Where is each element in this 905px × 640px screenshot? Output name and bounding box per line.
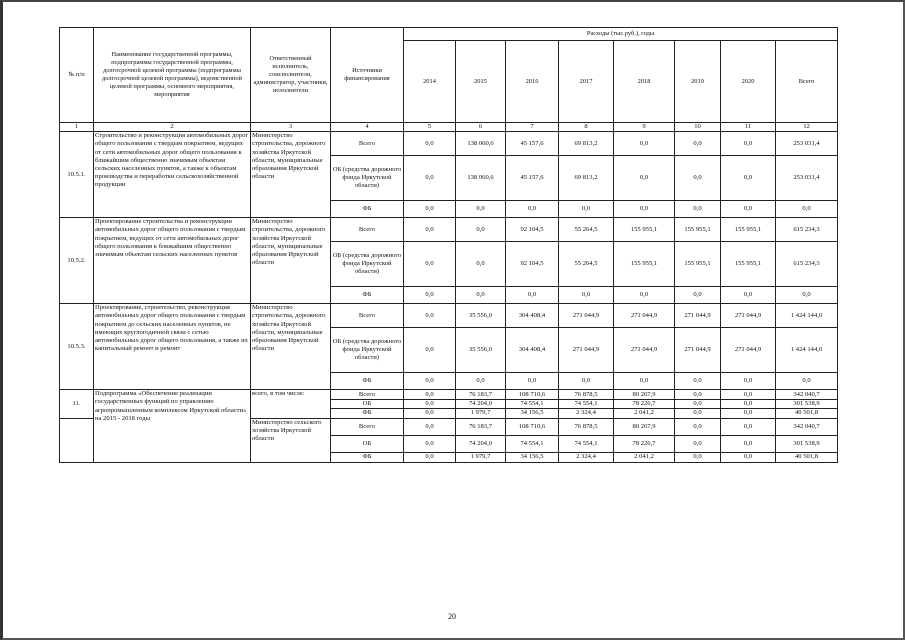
row-executor: Министерство строительства, дорожного хозяйства Иркутской области, муниципальные образования Иркутской области: [251, 304, 331, 390]
funding-source: ФБ: [331, 409, 404, 418]
amount-cell: 0,0: [721, 409, 776, 418]
amount-cell: 271 044,9: [721, 304, 776, 328]
amount-cell: 2 324,4: [559, 409, 614, 418]
column-number: 8: [559, 123, 614, 132]
amount-cell: 0,0: [776, 201, 838, 218]
amount-cell: 0,0: [404, 201, 456, 218]
amount-cell: 80 267,9: [614, 390, 675, 400]
header-total: Всего: [776, 41, 838, 123]
amount-cell: 0,0: [404, 418, 456, 435]
column-number: 9: [614, 123, 675, 132]
amount-cell: 92 104,5: [506, 218, 559, 242]
amount-cell: 0,0: [675, 418, 721, 435]
page-number: 20: [448, 612, 456, 621]
amount-cell: 55 264,5: [559, 218, 614, 242]
funding-source: ФБ: [331, 452, 404, 462]
amount-cell: 108 710,6: [506, 390, 559, 400]
amount-cell: 0,0: [675, 400, 721, 409]
row-number-empty: [60, 418, 94, 462]
amount-cell: 304 408,4: [506, 328, 559, 373]
column-number: 11: [721, 123, 776, 132]
amount-cell: 0,0: [404, 287, 456, 304]
column-number: 2: [94, 123, 251, 132]
amount-cell: 0,0: [404, 452, 456, 462]
amount-cell: 253 031,4: [776, 156, 838, 201]
amount-cell: 271 044,9: [614, 328, 675, 373]
row-number: 10.5.2.: [60, 218, 94, 304]
amount-cell: 0,0: [675, 132, 721, 156]
amount-cell: 35 556,0: [456, 304, 506, 328]
amount-cell: 0,0: [721, 435, 776, 452]
amount-cell: 74 554,1: [559, 435, 614, 452]
amount-cell: 301 538,9: [776, 400, 838, 409]
amount-cell: 301 538,9: [776, 435, 838, 452]
funding-source: Всего: [331, 418, 404, 435]
amount-cell: 0,0: [776, 287, 838, 304]
amount-cell: 2 041,2: [614, 452, 675, 462]
amount-cell: 0,0: [404, 390, 456, 400]
amount-cell: 74 204,0: [456, 435, 506, 452]
amount-cell: 0,0: [721, 452, 776, 462]
amount-cell: 271 044,9: [675, 328, 721, 373]
funding-source: Всего: [331, 390, 404, 400]
amount-cell: 304 408,4: [506, 304, 559, 328]
amount-cell: 78 226,7: [614, 435, 675, 452]
amount-cell: 2 041,2: [614, 409, 675, 418]
amount-cell: 80 267,9: [614, 418, 675, 435]
amount-cell: 0,0: [506, 287, 559, 304]
amount-cell: 0,0: [404, 218, 456, 242]
column-number: 4: [331, 123, 404, 132]
funding-source: ОБ (средства дорожного фонда Иркутской области): [331, 242, 404, 287]
amount-cell: 76 878,5: [559, 418, 614, 435]
amount-cell: 0,0: [721, 390, 776, 400]
amount-cell: 0,0: [721, 132, 776, 156]
amount-cell: 155 955,1: [721, 218, 776, 242]
amount-cell: 92 104,5: [506, 242, 559, 287]
amount-cell: 0,0: [506, 373, 559, 390]
amount-cell: 78 226,7: [614, 400, 675, 409]
row-name: Проектирование, строительство, реконструкция автомобильных дорог общего пользования с твердым покрытием до сельских населенных пунктов, не имеющих круглогодичной связи с сетью автомобильных дорог общего пользования, а также их капитальный ремонт и ремонт: [94, 304, 251, 390]
amount-cell: 271 044,9: [721, 328, 776, 373]
amount-cell: 0,0: [675, 435, 721, 452]
amount-cell: 0,0: [721, 201, 776, 218]
amount-cell: 0,0: [404, 304, 456, 328]
funding-source: ОБ (средства дорожного фонда Иркутской области): [331, 156, 404, 201]
header-year: 2018: [614, 41, 675, 123]
header-year: 2015: [456, 41, 506, 123]
amount-cell: 0,0: [559, 201, 614, 218]
column-number: 12: [776, 123, 838, 132]
amount-cell: 0,0: [721, 400, 776, 409]
header-source: Источники финансирования: [331, 28, 404, 123]
amount-cell: 0,0: [675, 287, 721, 304]
table-row: [60, 390, 838, 400]
funding-source: ФБ: [331, 287, 404, 304]
amount-cell: 0,0: [614, 132, 675, 156]
amount-cell: 0,0: [559, 373, 614, 390]
amount-cell: 0,0: [721, 156, 776, 201]
amount-cell: 74 554,1: [559, 400, 614, 409]
amount-cell: 342 040,7: [776, 418, 838, 435]
funding-source: Всего: [331, 132, 404, 156]
column-number: 1: [60, 123, 94, 132]
table-row: [60, 304, 838, 328]
amount-cell: 138 060,6: [456, 156, 506, 201]
amount-cell: 0,0: [404, 435, 456, 452]
funding-source: ФБ: [331, 201, 404, 218]
row-executor: Министерство строительства, дорожного хозяйства Иркутской области, муниципальные образования Иркутской области: [251, 218, 331, 304]
amount-cell: 0,0: [404, 132, 456, 156]
amount-cell: 1 979,7: [456, 409, 506, 418]
amount-cell: 0,0: [614, 201, 675, 218]
amount-cell: 342 040,7: [776, 390, 838, 400]
row-executor: Министерство сельского хозяйства Иркутской области: [251, 418, 331, 462]
amount-cell: 155 955,1: [614, 218, 675, 242]
funding-source: Всего: [331, 304, 404, 328]
amount-cell: 0,0: [404, 156, 456, 201]
column-number: 3: [251, 123, 331, 132]
amount-cell: 0,0: [456, 287, 506, 304]
column-number: 6: [456, 123, 506, 132]
amount-cell: 1 424 144,0: [776, 328, 838, 373]
amount-cell: 1 979,7: [456, 452, 506, 462]
row-number: 10.5.3.: [60, 304, 94, 390]
amount-cell: 40 501,8: [776, 452, 838, 462]
table-row: [60, 218, 838, 242]
amount-cell: 69 813,2: [559, 132, 614, 156]
amount-cell: 0,0: [675, 452, 721, 462]
row-name: Подпрограмма «Обеспечение реализации государственных функций по управлению агропромышленным комплексом Иркутской области» на 2015 - 2018 годы: [94, 390, 251, 462]
funding-source: ОБ: [331, 400, 404, 409]
amount-cell: 0,0: [721, 373, 776, 390]
row-name: Строительство и реконструкция автомобильных дорог общего пользования с твердым покрытием, ведущих от сети автомобильных дорог общего пользования к ближайшим общественно значимым объектам сельских населенных пунктов, а также к объектам производства и переработки сельскохозяйственной продукции: [94, 132, 251, 218]
amount-cell: 271 044,9: [559, 304, 614, 328]
amount-cell: 35 556,0: [456, 328, 506, 373]
amount-cell: 76 183,7: [456, 418, 506, 435]
amount-cell: 0,0: [456, 373, 506, 390]
amount-cell: 0,0: [404, 400, 456, 409]
funding-source: ФБ: [331, 373, 404, 390]
row-executor: всего, в том числе:: [251, 390, 331, 418]
amount-cell: 0,0: [721, 418, 776, 435]
amount-cell: 0,0: [675, 390, 721, 400]
amount-cell: 2 324,4: [559, 452, 614, 462]
amount-cell: 155 955,1: [614, 242, 675, 287]
amount-cell: 69 813,2: [559, 156, 614, 201]
header-executor: Ответственный исполнитель, соисполнители, администратор, участники, исполнители: [251, 28, 331, 123]
amount-cell: 76 878,5: [559, 390, 614, 400]
amount-cell: 0,0: [456, 201, 506, 218]
column-number: 10: [675, 123, 721, 132]
budget-table: [59, 27, 838, 463]
header-year: 2014: [404, 41, 456, 123]
amount-cell: 74 554,1: [506, 435, 559, 452]
amount-cell: 615 234,3: [776, 242, 838, 287]
column-number: 5: [404, 123, 456, 132]
amount-cell: 0,0: [721, 287, 776, 304]
amount-cell: 0,0: [614, 373, 675, 390]
amount-cell: 0,0: [675, 373, 721, 390]
amount-cell: 0,0: [404, 409, 456, 418]
header-name: Наименование государственной программы, подпрограммы государственной программы, долгосрочной целевой программы (подпрограммы долгосрочной целевой программы), ведомственной целевой программы, основного мероприятия, мероприятия: [94, 28, 251, 123]
amount-cell: 0,0: [776, 373, 838, 390]
amount-cell: 0,0: [675, 409, 721, 418]
amount-cell: 615 234,3: [776, 218, 838, 242]
amount-cell: 0,0: [506, 201, 559, 218]
amount-cell: 40 501,8: [776, 409, 838, 418]
amount-cell: 253 031,4: [776, 132, 838, 156]
header-year: 2016: [506, 41, 559, 123]
row-number: 10.5.1.: [60, 132, 94, 218]
funding-source: Всего: [331, 218, 404, 242]
amount-cell: 0,0: [404, 242, 456, 287]
amount-cell: 34 156,5: [506, 409, 559, 418]
row-executor: Министерство строительства, дорожного хозяйства Иркутской области, муниципальные образования Иркутской области: [251, 132, 331, 218]
amount-cell: 0,0: [559, 287, 614, 304]
row-name: Проектирование строительства и реконструкции автомобильных дорог общего пользования с твердым покрытием, ведущих от сети автомобильных дорог общего пользования к ближайшим общественно значимым объектам сельских населенных пунктов: [94, 218, 251, 304]
amount-cell: 74 204,0: [456, 400, 506, 409]
amount-cell: 0,0: [456, 242, 506, 287]
amount-cell: 0,0: [675, 156, 721, 201]
column-number: 7: [506, 123, 559, 132]
header-year: 2017: [559, 41, 614, 123]
header-year: 2020: [721, 41, 776, 123]
amount-cell: 45 157,6: [506, 156, 559, 201]
amount-cell: 271 044,9: [675, 304, 721, 328]
amount-cell: 0,0: [404, 328, 456, 373]
amount-cell: 45 157,6: [506, 132, 559, 156]
amount-cell: 0,0: [614, 287, 675, 304]
amount-cell: 74 554,1: [506, 400, 559, 409]
funding-source: ОБ: [331, 435, 404, 452]
row-number: 11.: [60, 390, 94, 418]
amount-cell: 0,0: [675, 201, 721, 218]
header-num: № п/п: [60, 28, 94, 123]
amount-cell: 155 955,1: [675, 218, 721, 242]
amount-cell: 155 955,1: [721, 242, 776, 287]
amount-cell: 155 955,1: [675, 242, 721, 287]
amount-cell: 271 044,9: [614, 304, 675, 328]
amount-cell: 1 424 144,0: [776, 304, 838, 328]
amount-cell: 0,0: [404, 373, 456, 390]
header-expenses: Расходы (тыс.руб.), годы: [404, 28, 838, 41]
header-year: 2019: [675, 41, 721, 123]
amount-cell: 0,0: [614, 156, 675, 201]
amount-cell: 76 183,7: [456, 390, 506, 400]
amount-cell: 55 264,5: [559, 242, 614, 287]
amount-cell: 108 710,6: [506, 418, 559, 435]
amount-cell: 0,0: [456, 218, 506, 242]
amount-cell: 138 060,6: [456, 132, 506, 156]
amount-cell: 271 044,9: [559, 328, 614, 373]
funding-source: ОБ (средства дорожного фонда Иркутской области): [331, 328, 404, 373]
table-row: [60, 132, 838, 156]
amount-cell: 34 156,5: [506, 452, 559, 462]
